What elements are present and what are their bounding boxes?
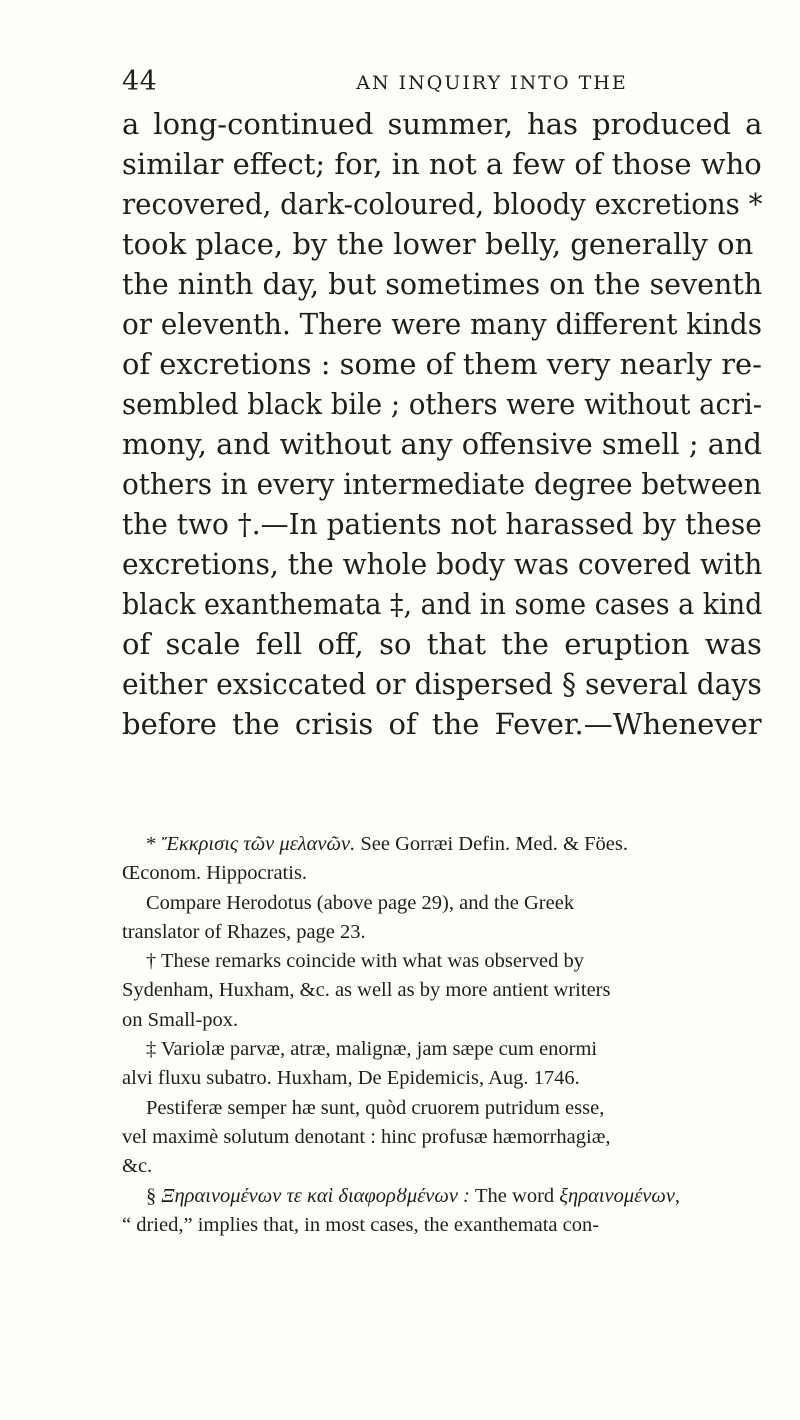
body-text (122, 104, 762, 744)
footnote-text: See Gorræi Defin. Med. & Föes. (360, 833, 628, 855)
footnote-3-line: ‡ Variolæ parvæ, atræ, malignæ, jam sæpe cum enormi (146, 1038, 598, 1061)
greek-phrase: Ἔκκρισις τῶν μελανῶν. (161, 833, 356, 855)
greek-word: ξηραινομένων, (559, 1184, 681, 1207)
body-line: either exsiccated or dispersed § several days (122, 667, 762, 701)
body-line: or eleventh. There were many different kinds (122, 307, 762, 341)
body-line: similar effect; for, in not a few of those who (122, 147, 762, 181)
footnote-1-line: translator of Rhazes, page 23. (122, 920, 366, 943)
footnote-2-line: Sydenham, Huxham, &c. as well as by more antient writers (122, 979, 611, 1002)
body-line: of excretions : some of them very nearly re- (122, 347, 762, 381)
footnote-marker: * (146, 833, 157, 855)
footnote-3-line: &c. (122, 1155, 153, 1178)
body-line: of scale fell off, so that the eruption was (122, 627, 762, 661)
body-line: others in every intermediate degree between (122, 467, 762, 501)
body-line: excretions, the whole body was covered with (122, 547, 763, 581)
footnote-4-line: “ dried,” implies that, in most cases, the exanthemata con- (122, 1213, 600, 1236)
footnote-2-line: on Small-pox. (122, 1008, 239, 1031)
body-line: black exanthemata ‡, and in some cases a kind (122, 587, 763, 621)
footnote-1-line (122, 830, 762, 859)
body-line: mony, and without any offensive smell ; and (122, 427, 763, 461)
footnote-1-line: Œconom. Hippocratis. (122, 862, 308, 885)
body-line: recovered, dark-coloured, bloody excretions * (122, 187, 763, 221)
footnote-text: The word (475, 1184, 555, 1207)
footnote-3-line: vel maximè solutum denotant : hinc profusæ hæmorrhagiæ, (122, 1125, 611, 1148)
body-line: sembled black bile ; others were without acri- (122, 387, 763, 421)
body-line: before the crisis of the Fever.—Whenever (122, 707, 762, 741)
footnote-marker: § (146, 1184, 157, 1207)
body-line: took place, by the lower belly, generally on (122, 227, 754, 261)
running-head (122, 66, 762, 100)
footnotes (122, 830, 762, 1240)
footnote-4-line (122, 1182, 762, 1211)
body-line: a long-continued summer, has produced a (122, 107, 763, 141)
greek-phrase: Ξηραινομένων τε καὶ διαφορȣμένων : (161, 1184, 470, 1207)
body-line: the two †.—In patients not harassed by these (122, 507, 762, 541)
footnote-2-line: † These remarks coincide with what was observed by (146, 950, 584, 973)
footnote-3-line: alvi fluxu subatro. Huxham, De Epidemicis, Aug. 1746. (122, 1067, 580, 1090)
footnote-3-line: Pestiferæ semper hæ sunt, quòd cruorem putridum esse, (146, 1096, 605, 1119)
footnote-1-line: Compare Herodotus (above page 29), and the Greek (146, 891, 575, 914)
body-line: the ninth day, but sometimes on the seventh (122, 267, 763, 301)
running-title: AN INQUIRY INTO THE (356, 72, 628, 94)
page-number: 44 (122, 66, 158, 97)
